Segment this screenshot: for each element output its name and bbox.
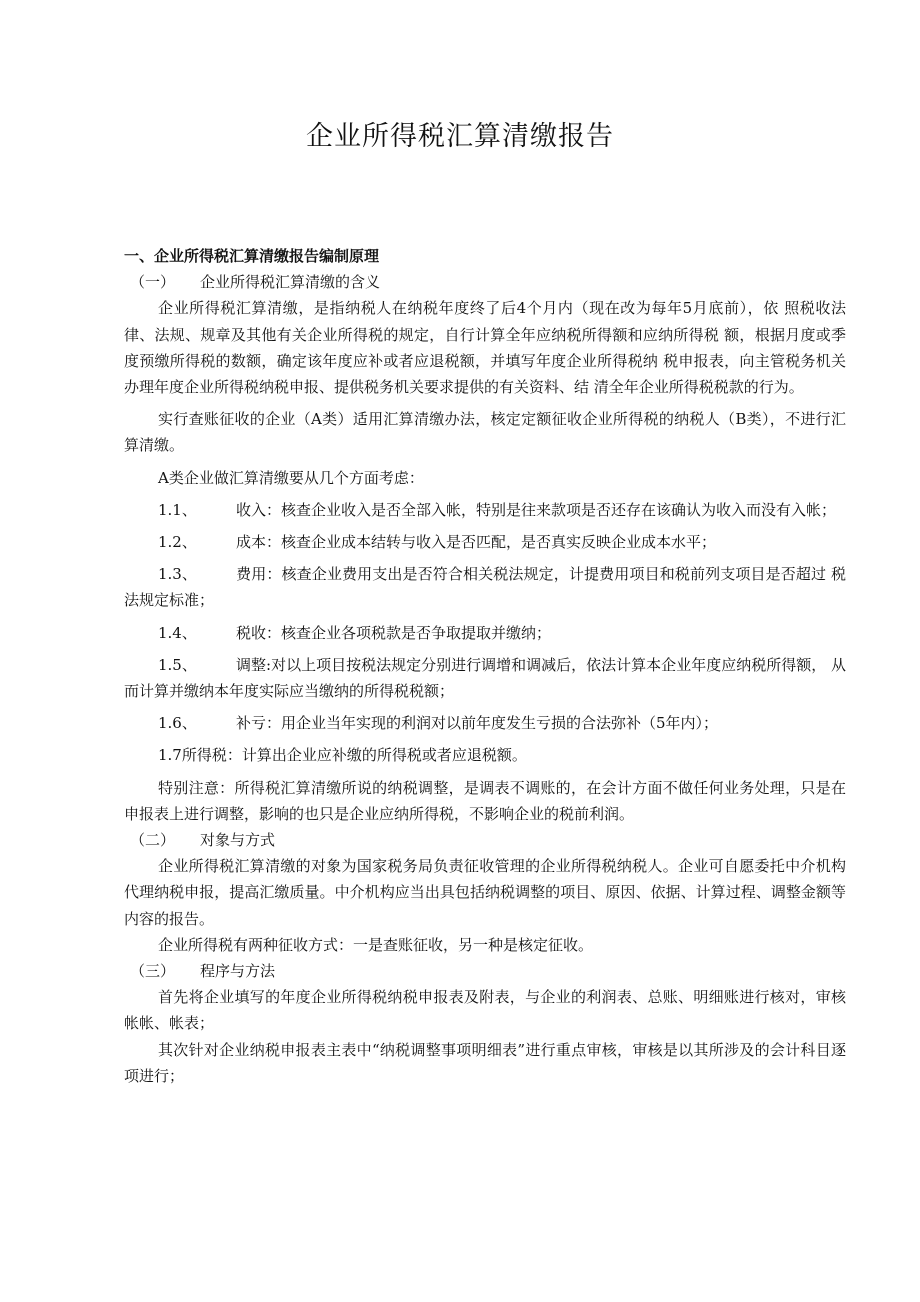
section-heading: 一、企业所得税汇算清缴报告编制原理	[124, 247, 380, 265]
document-title: 企业所得税汇算清缴报告	[306, 121, 614, 152]
list-item-number: 1.3、	[158, 565, 197, 584]
list-item-text: 补亏：用企业当年实现的利润对以前年度发生亏损的合法弥补（5年内）；	[236, 714, 719, 733]
list-item-number: 1.2、	[158, 533, 197, 552]
list-item-text: 费用：核查企业费用支出是否符合相关税法规定，计提费用项目和税前列支项目是否超过 税法规定标准；	[124, 565, 846, 610]
list-item-number: 1.1、	[158, 500, 197, 519]
subsection-title: 程序与方法	[200, 962, 276, 981]
list-item-number: 1.6、	[158, 714, 197, 733]
paragraph: 企业所得税有两种征收方式：一是查账征收，另一种是核定征收。	[158, 935, 594, 954]
list-item-text: 成本：核查企业成本结转与收入是否匹配，是否真实反映企业成本水平；	[236, 533, 717, 552]
list-item-text: 调整:对以上项目按税法规定分别进行调增和调减后，依法计算本企业年度应纳税所得额， 从而计算并缴纳本年度实际应当缴纳的所得税税额；	[124, 655, 846, 701]
list-item	[124, 529, 846, 555]
paragraph: 其次针对企业纳税申报表主表中“纳税调整事项明细表”进行重点审核，审核是以其所涉及的会计科目逐项进行；	[124, 1040, 846, 1085]
list-item: 1.7所得税：计算出企业应补缴的所得税或者应退税额。	[158, 746, 527, 765]
list-item-number: 1.4、	[158, 623, 197, 642]
subsection-heading	[124, 827, 846, 853]
subsection-title: 对象与方式	[200, 831, 276, 850]
paragraph: 企业所得税汇算清缴，是指纳税人在纳税年度终了后4个月内（现在改为每年5月底前），依 照税收法律、法规、规章及其他有关企业所得税的规定，自行计算全年应纳税所得额和应纳所得税 额，根据月度或季度预缴所得税的数额，确定该年度应补或者应退税额，并填写年度企业所得税纳 税申报表，向主管税务机关办理年度企业所得税纳税申报、提供税务机关要求提供的有关资料、结 清全年企业所得税税款的行为。	[124, 299, 846, 397]
list-item	[124, 497, 846, 523]
subsection-title: 企业所得税汇算清缴的含义	[200, 273, 381, 292]
paragraph: 实行查账征收的企业（A类）适用汇算清缴办法，核定定额征收企业所得税的纳税人（B类），不进行汇算清缴。	[124, 410, 846, 455]
special-note: 特别注意：所得税汇算清缴所说的纳税调整，是调表不调账的，在会计方面不做任何业务处理，只是在申报表上进行调整，影响的也只是企业应纳所得税，不影响企业的税前利润。	[124, 778, 846, 823]
list-item-number: 1.5、	[158, 655, 197, 674]
list-item	[124, 710, 846, 736]
paragraph: 企业所得税汇算清缴的对象为国家税务局负责征收管理的企业所得税纳税人。企业可自愿委托中介机构代理纳税申报，提高汇缴质量。中介机构应当出具包括纳税调整的项目、原因、依据、计算过程、调整金额等内容的报告。	[124, 857, 846, 928]
subsection-number: （二）	[130, 831, 176, 850]
list-item	[124, 620, 846, 646]
subsection-heading	[124, 269, 846, 295]
subsection-number: （三）	[130, 962, 176, 981]
paragraph: A类企业做汇算清缴要从几个方面考虑：	[158, 468, 424, 487]
list-item-text: 收入：核查企业收入是否全部入帐，特别是往来款项是否还存在该确认为收入而没有入帐；	[236, 500, 837, 519]
paragraph: 首先将企业填写的年度企业所得税纳税申报表及附表，与企业的利润表、总账、明细账进行核对，审核帐帐、帐表；	[124, 988, 846, 1033]
document-body	[124, 243, 846, 1089]
list-item-text: 税收：核查企业各项税款是否争取提取并缴纳；	[236, 623, 552, 642]
list-item	[124, 652, 846, 704]
subsection-number: （一）	[130, 273, 176, 292]
list-item	[124, 561, 846, 613]
subsection-heading	[124, 958, 846, 984]
